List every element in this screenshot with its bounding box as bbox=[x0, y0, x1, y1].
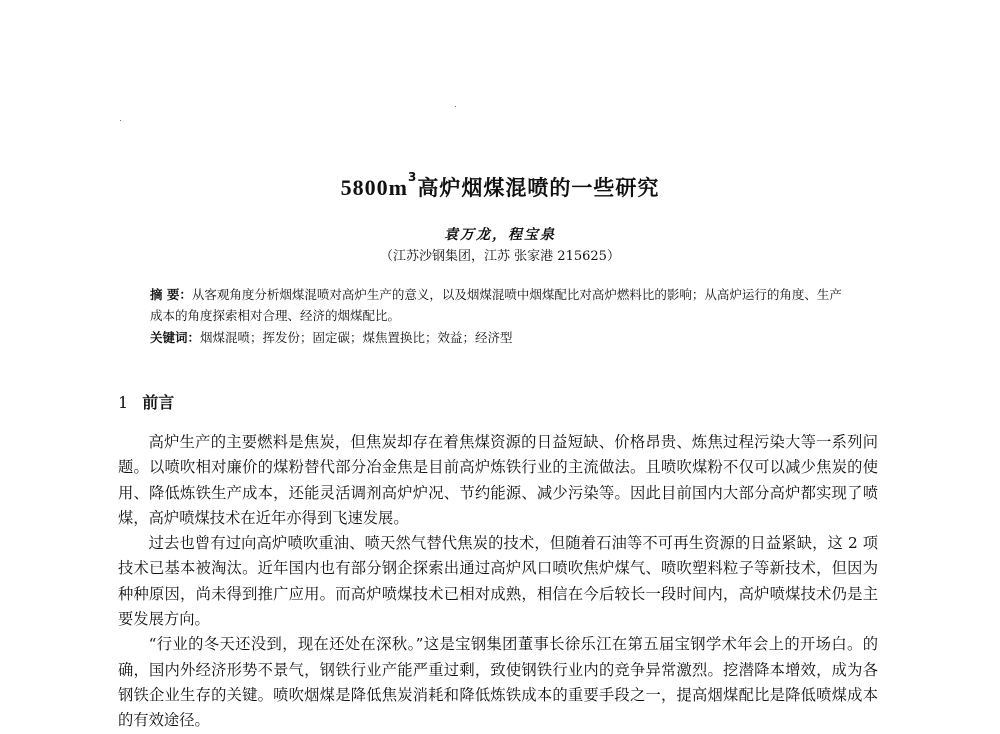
affiliation: （江苏沙钢集团，江苏 张家港 215625） bbox=[380, 249, 620, 264]
scan-speck bbox=[455, 106, 456, 107]
abstract-label: 摘 要： bbox=[150, 287, 192, 302]
paragraph: 过去也曾有过向高炉喷吹重油、喷天然气替代焦炭的技术，但随着石油等不可再生资源的日益紧缺，这 2 项技术已基本被淘汰。近年国内也有部分钢企探索出通过高炉风口喷吹焦炉煤气、喷吹塑料粒子等新技术，但因为种种原因，尚未得到推广应用。而高炉喷煤技术已相对成熟，相信在今后较长一段时间内，高炉喷煤技术仍是主要发展方向。 bbox=[118, 534, 878, 629]
section-title: 前言 bbox=[142, 393, 175, 412]
paragraph: “行业的冬天还没到，现在还处在深秋。”这是宝钢集团董事长徐乐江在第五届宝钢学术年会上的开场白。的确，国内外经济形势不景气，钢铁行业产能严重过剩，致使钢铁行业内的竞争异常激烈。挖潜降本增效，成为各钢铁企业生存的关键。喷吹烟煤是降低焦炭消耗和降低炼铁成本的重要手段之一，提高烟煤配比是降低喷煤成本的有效途径。 bbox=[118, 635, 878, 730]
keywords bbox=[150, 329, 850, 347]
section-number: 1 bbox=[118, 393, 129, 412]
scan-speck bbox=[120, 120, 121, 121]
section-heading bbox=[118, 390, 174, 413]
body-text bbox=[118, 430, 878, 734]
paper-title bbox=[0, 172, 1000, 202]
paragraph: 高炉生产的主要燃料是焦炭，但焦炭却存在着焦煤资源的日益短缺、价格昂贵、炼焦过程污染大等一系列问题。以喷吹相对廉价的煤粉替代部分冶金焦是目前高炉炼铁行业的主流做法。且喷吹煤粉不仅可以减少焦炭的使用、降低炼铁生产成本，还能灵活调剂高炉炉况、节约能源、减少污染等。因此目前国内大部分高炉都实现了喷煤，高炉喷煤技术在近年亦得到飞速发展。 bbox=[118, 433, 878, 527]
abstract-text: 从客观角度分析烟煤混喷对高炉生产的意义，以及烟煤混喷中烟煤配比对高炉燃料比的影响；从高炉运行的角度、生产成本的角度探索相对合理、经济的烟煤配比。 bbox=[150, 287, 842, 323]
title-superscript: 3 bbox=[407, 170, 418, 184]
abstract bbox=[150, 284, 850, 326]
title-prefix: 5800m bbox=[340, 175, 408, 200]
keywords-label: 关键词： bbox=[150, 330, 201, 345]
authors: 袁万龙，程宝泉 bbox=[444, 227, 556, 243]
title-rest: 高炉烟煤混喷的一些研究 bbox=[417, 176, 660, 200]
keywords-text: 烟煤混喷；挥发份；固定碳；煤焦置换比；效益；经济型 bbox=[200, 330, 513, 345]
